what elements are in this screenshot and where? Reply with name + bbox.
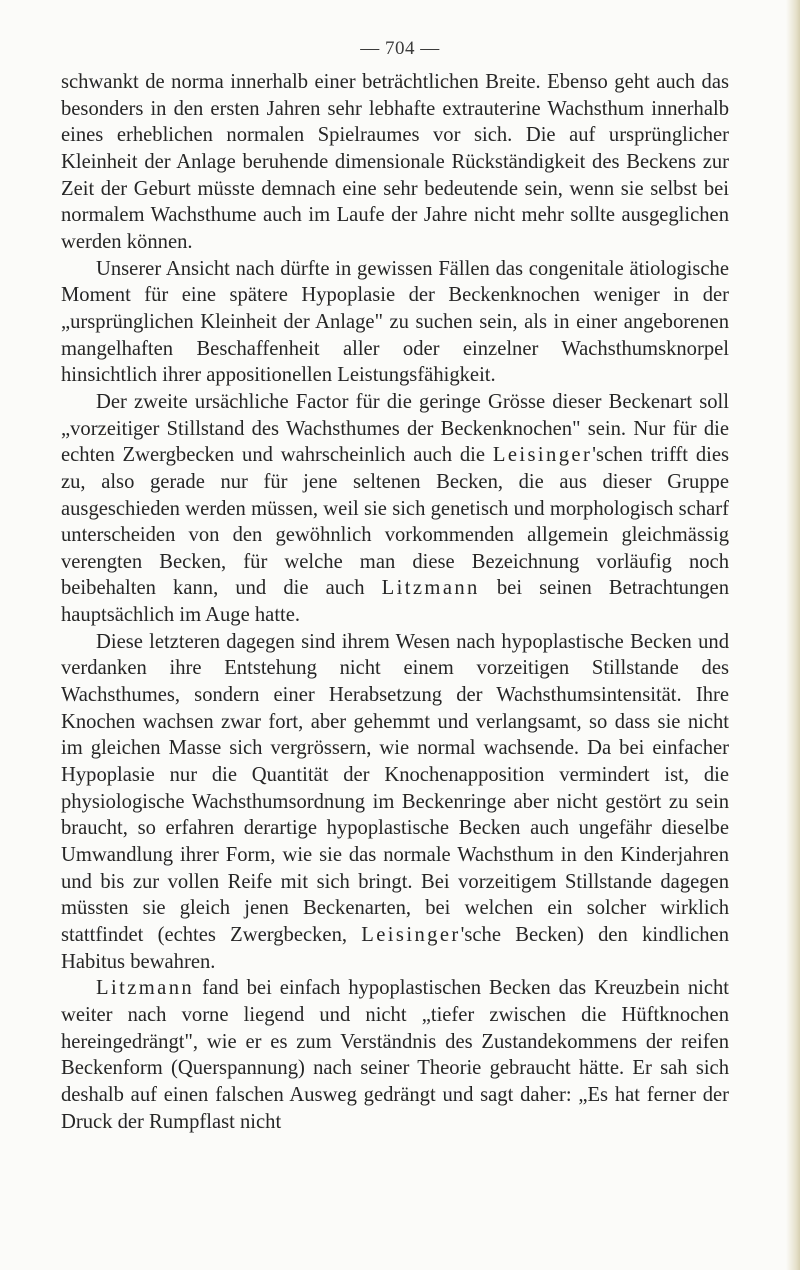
author-name-litzmann: Litzmann bbox=[96, 977, 195, 1000]
body-text bbox=[61, 69, 729, 1135]
paragraph-text: 'schen trifft dies zu, also gerade nur für jene seltenen Becken, die aus dieser Gruppe ausgeschieden werden müssen, weil sie sich genetisch und morphologisch scharf unterscheiden von den gewöhnlich vorkommenden allgemein gleichmässig verengten Becken, für welche man diese Bezeichnung vorläufig noch beibehalten kann, und die auch bbox=[61, 444, 729, 600]
paragraph-text: fand bei einfach hypoplastischen Becken das Kreuzbein nicht weiter nach vorne liegend und nicht „tiefer zwischen die Hüftknochen hereingedrängt", wie er es zum Verständnis des Zustandekommens der reifen Beckenform (Querspannung) nach seiner Theorie gebraucht hätte. Er sah sich deshalb auf einen falschen Ausweg gedrängt und sagt daher: „Es hat ferner der Druck der Rumpflast nicht bbox=[61, 977, 729, 1133]
paragraph-5 bbox=[61, 975, 729, 1135]
paragraph-text: Der zweite ursächliche Factor für die geringe Grösse dieser Beckenart soll „vorzeitiger Stillstand des Wachsthumes der Beckenknochen" sein. Nur für die echten Zwergbecken und wahrscheinlich auch die bbox=[61, 390, 729, 467]
paragraph-text: 'sche Becken) den kindlichen Habitus bewahren. bbox=[61, 924, 729, 973]
paragraph-text: bei seinen Betrachtungen hauptsächlich im Auge hatte. bbox=[61, 577, 729, 627]
author-name-litzmann: Litzmann bbox=[381, 577, 480, 600]
author-name-leisinger: Leisinger bbox=[492, 444, 593, 467]
author-name-leisinger: Leisinger bbox=[361, 924, 461, 946]
paragraph-text: schwankt de norma innerhalb einer beträchtlichen Breite. Ebenso geht auch das besonders in den ersten Jahren sehr lebhafte extrauterine Wachsthum innerhalb eines erheblichen normalen Spielraumes vor sich. Die auf ursprünglicher Kleinheit der Anlage beruhende dimensionale Rückständigkeit des Beckens zur Zeit der Geburt müsste demnach eine sehr bedeutende sein, wenn sie selbst bei normalem Wachsthume auch im Laufe der Jahre nicht mehr sollte ausgeglichen werden können. bbox=[61, 71, 729, 253]
paragraph-4 bbox=[61, 629, 729, 976]
page-edge-shadow bbox=[786, 0, 800, 1270]
paragraph-text: Diese letzteren dagegen sind ihrem Wesen nach hypoplastische Becken und verdanken ihre Entstehung nicht einem vorzeitigen Stillstande des Wachsthumes, sondern einer Herabsetzung der Wachsthumsintensität. Ihre Knochen wachsen zwar fort, aber gehemmt und verlangsamt, so dass sie nicht im gleichen Masse sich vergrössern, wie normal wachsende. Da bei einfacher Hypoplasie nur die Quantität der Knochenapposition vermindert ist, die physiologische Wachsthumsordnung im Beckenringe aber nicht gestört zu sein braucht, so erfahren derartige hypoplastische Becken auch ungefähr dieselbe Umwandlung ihrer Form, wie sie das normale Wachsthum in den Kinderjahren und bis zur vollen Reife mit sich bringt. Bei vorzeitigem Stillstande dagegen müssten sie gleich jenen Beckenarten, bei welchen ein solcher wirklich stattfindet (echtes Zwergbecken, bbox=[61, 630, 729, 946]
paragraph-1 bbox=[61, 69, 729, 256]
page-number: — 704 — bbox=[360, 38, 440, 59]
paragraph-2 bbox=[61, 256, 729, 389]
paragraph-3 bbox=[61, 389, 729, 629]
paragraph-text: Unserer Ansicht nach dürfte in gewissen Fällen das congenitale ätiologische Moment für eine spätere Hypoplasie der Beckenknochen weniger in der „ursprünglichen Kleinheit der Anlage" zu suchen sein, als in einer angeborenen mangelhaften Beschaffenheit aller oder einzelner Wachsthumsknorpel hinsichtlich ihrer appositionellen Leistungsfähigkeit. bbox=[61, 257, 729, 387]
